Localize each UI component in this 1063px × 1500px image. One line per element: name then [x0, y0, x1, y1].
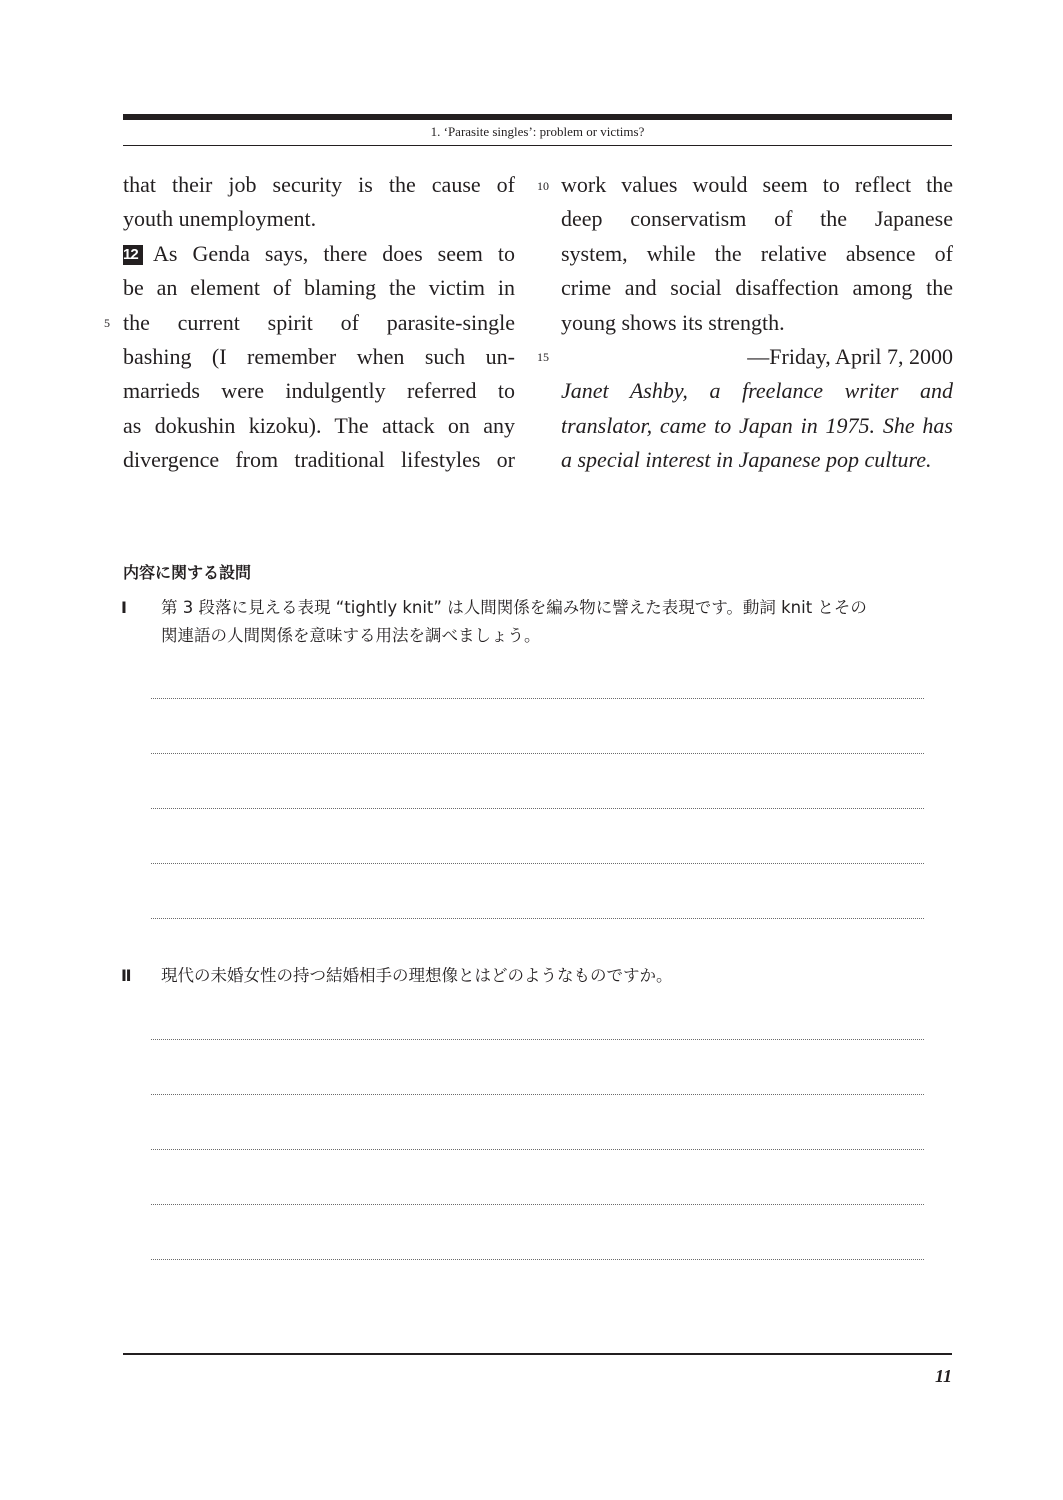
- answer-line[interactable]: [151, 753, 924, 754]
- text-line: deep conservatism of the Japanese: [561, 206, 953, 232]
- page-number: 11: [934, 1366, 952, 1386]
- text-line: youth unemployment.: [123, 206, 317, 232]
- text-line: as dokushin kizoku). The attack on any: [123, 412, 515, 438]
- text-line: work values would seem to reflect the: [561, 172, 953, 197]
- line-number: 15: [537, 350, 549, 364]
- answer-line[interactable]: [151, 1094, 924, 1095]
- author-bio-line: a special interest in Japanese pop culture.: [561, 447, 932, 473]
- answer-line[interactable]: [151, 1149, 924, 1150]
- answer-line[interactable]: [151, 698, 924, 699]
- running-head: 1. ‘Parasite singles’: problem or victims?: [430, 124, 645, 139]
- text-line: As Genda says, there does seem to: [153, 240, 515, 266]
- answer-line[interactable]: [151, 918, 924, 919]
- head-rule: [123, 145, 952, 146]
- text-line: the current spirit of parasite-single: [123, 309, 515, 335]
- text-line: young shows its strength.: [561, 309, 785, 335]
- left-column: [123, 168, 515, 478]
- question-number: Ⅱ: [121, 966, 132, 985]
- text-line: be an element of blaming the victim in: [123, 275, 515, 301]
- right-column: [561, 168, 953, 478]
- question-number: Ⅰ: [121, 598, 127, 617]
- text-line: bashing (I remember when such un-: [123, 343, 515, 369]
- text-line: marrieds were indulgently referred to: [123, 378, 515, 404]
- questions-heading: 内容に関する設問: [123, 563, 252, 582]
- text-line: crime and social disaffection among the: [561, 275, 953, 301]
- answer-line[interactable]: [151, 808, 924, 809]
- text-line: system, while the relative absence of: [561, 240, 953, 266]
- paragraph-number-badge: 12: [123, 245, 143, 265]
- text-line: that their job security is the cause of: [123, 172, 515, 197]
- line-number: 5: [104, 316, 110, 330]
- author-bio-line: Janet Ashby, a freelance writer and: [561, 378, 953, 404]
- top-rule: [123, 114, 952, 120]
- question-text: [161, 594, 953, 650]
- line-number: 10: [537, 179, 549, 193]
- bottom-rule: [123, 1353, 952, 1355]
- answer-line[interactable]: [151, 1259, 924, 1260]
- question-line: 第 3 段落に見える表現 “tightly knit” は人間関係を編み物に譬えた表現です。動詞 knit とその: [161, 598, 867, 617]
- question-text: 現代の未婚女性の持つ結婚相手の理想像とはどのようなものですか。: [161, 966, 673, 985]
- answer-line[interactable]: [151, 1039, 924, 1040]
- author-bio-line: translator, came to Japan in 1975. She has: [561, 412, 953, 438]
- answer-line[interactable]: [151, 863, 924, 864]
- text-line: divergence from traditional lifestyles or: [123, 447, 515, 473]
- dateline: —Friday, April 7, 2000: [747, 343, 953, 369]
- text-line-with-paragraph-number: [123, 237, 515, 271]
- question-line: 関連語の人間関係を意味する用法を調べましょう。: [161, 626, 541, 645]
- answer-line[interactable]: [151, 1204, 924, 1205]
